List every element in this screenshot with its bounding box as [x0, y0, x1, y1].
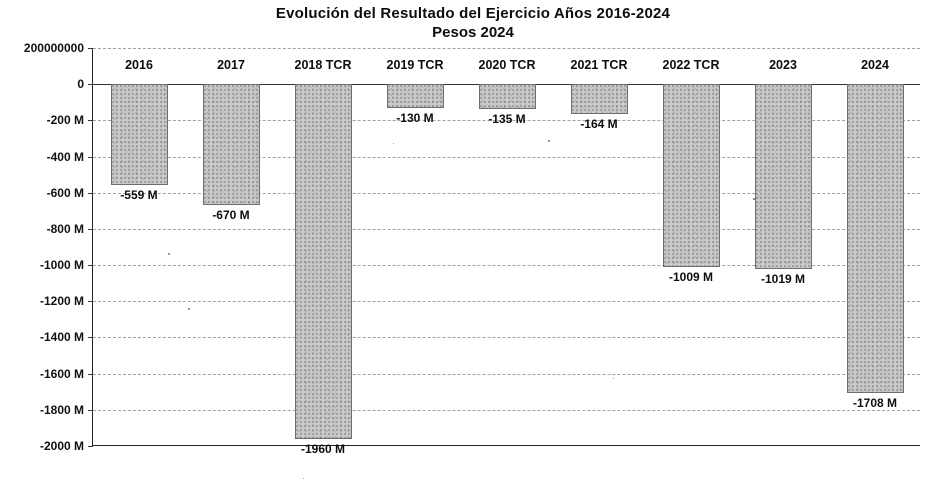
scan-artifact: [548, 140, 550, 142]
bar[interactable]: [663, 84, 720, 267]
chart-title-block: [0, 4, 946, 42]
category-label: 2019 TCR: [386, 58, 444, 73]
bar-group: [203, 48, 260, 445]
category-label: 2024: [861, 58, 889, 73]
y-axis-tick: [88, 410, 93, 411]
bar-group: [295, 48, 352, 445]
bar-group: [663, 48, 720, 445]
category-label: 2018 TCR: [294, 58, 352, 73]
chart-title: Evolución del Resultado del Ejercicio Años 2016-2024: [275, 5, 671, 22]
bar[interactable]: [203, 84, 260, 205]
value-label: -1019 M: [760, 271, 806, 286]
y-axis-tick-labels: [0, 41, 88, 453]
y-axis-tick: [88, 337, 93, 338]
y-axis-tick: [88, 301, 93, 302]
bar-group: [479, 48, 536, 445]
category-label: 2020 TCR: [478, 58, 536, 73]
y-axis-tick: [88, 157, 93, 158]
value-label: -1960 M: [300, 441, 346, 456]
bar[interactable]: [387, 84, 444, 108]
y-axis-tick-label: -2000 M: [39, 439, 84, 453]
y-axis-tick: [88, 374, 93, 375]
y-axis-tick: [88, 446, 93, 447]
plot-area: [92, 48, 920, 456]
category-label: 2016: [125, 58, 153, 73]
y-axis-tick: [88, 265, 93, 266]
value-label: -1708 M: [852, 396, 898, 411]
y-axis-tick-label: -400 M: [46, 149, 84, 164]
category-label: 2017: [217, 58, 245, 73]
bar[interactable]: [755, 84, 812, 268]
value-label: -670 M: [212, 208, 250, 223]
bar[interactable]: [295, 84, 352, 439]
y-axis-tick-label: -1600 M: [39, 366, 84, 381]
scan-artifact: [753, 198, 755, 200]
y-axis-tick-label: -800 M: [46, 221, 84, 236]
category-label: 2023: [769, 58, 797, 73]
y-axis-tick: [88, 48, 93, 49]
y-axis-tick-label: -1200 M: [39, 294, 84, 309]
category-label: 2022 TCR: [662, 58, 720, 73]
bar[interactable]: [111, 84, 168, 185]
value-label: -135 M: [488, 111, 526, 126]
bar[interactable]: [571, 84, 628, 114]
value-label: -130 M: [396, 110, 434, 125]
scan-artifact: [303, 478, 304, 479]
y-axis-tick: [88, 84, 93, 85]
bar-group: [387, 48, 444, 445]
category-label: 2021 TCR: [570, 58, 628, 73]
y-axis-tick: [88, 229, 93, 230]
bar-group: [755, 48, 812, 445]
bar-group: [571, 48, 628, 445]
bar[interactable]: [847, 84, 904, 393]
y-axis-tick: [88, 120, 93, 121]
chart-subtitle: Pesos 2024: [432, 24, 514, 41]
y-axis-tick-label: -1400 M: [39, 330, 84, 345]
y-axis-tick-label: -1800 M: [39, 402, 84, 417]
y-axis-tick-label: -200 M: [46, 113, 84, 128]
scan-artifact: [168, 253, 170, 255]
value-label: -164 M: [580, 116, 618, 131]
y-axis-tick-label: -1000 M: [39, 258, 84, 273]
scan-artifact: [188, 308, 190, 310]
y-axis-tick-label: 0: [77, 77, 84, 92]
bar-group: [847, 48, 904, 445]
y-axis-tick-label: 200000000: [23, 41, 84, 55]
value-label: -1009 M: [668, 269, 714, 284]
bar[interactable]: [479, 84, 536, 108]
value-label: -559 M: [120, 188, 158, 203]
bar-group: [111, 48, 168, 445]
y-axis-tick-label: -600 M: [46, 185, 84, 200]
